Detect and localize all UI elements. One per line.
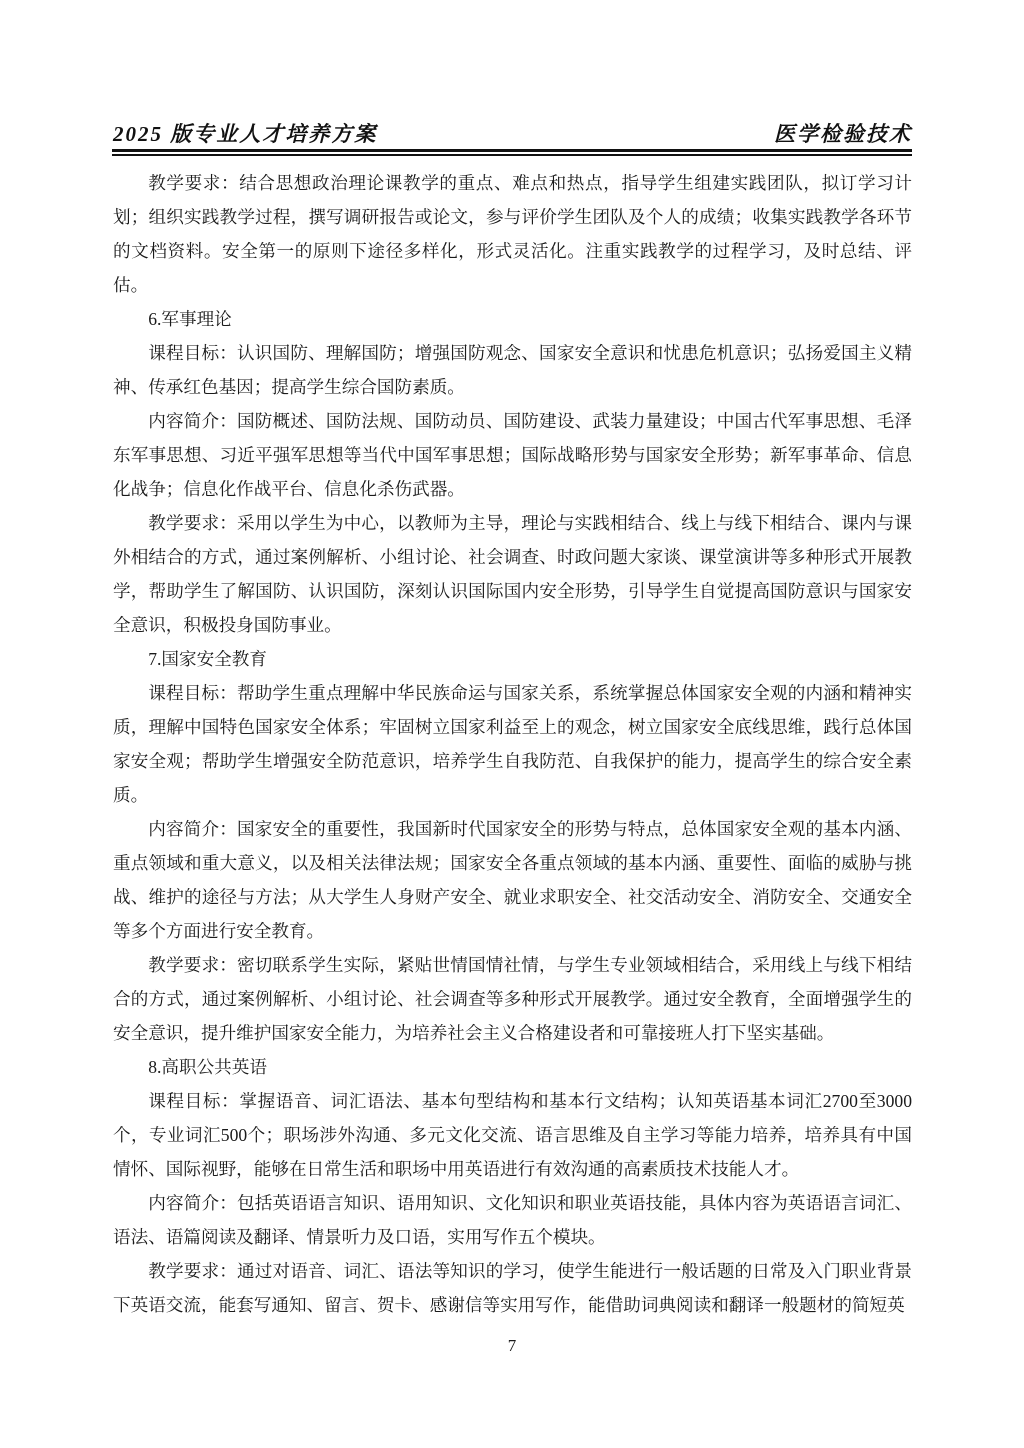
paragraph-teaching-requirements-security: 教学要求：密切联系学生实际，紧贴世情国情社情，与学生专业领域相结合，采用线上与线下相结合的方式，通过案例解析、小组讨论、社会调查等多种形式开展教学。通过安全教育，全面增强学生的安全意识，提升维护国家安全能力，为培养社会主义合格建设者和可靠接班人打下坚实基础。 bbox=[113, 955, 912, 1043]
section-heading-military-theory: 6.军事理论 bbox=[148, 309, 232, 329]
paragraph-teaching-requirements-english: 教学要求：通过对语音、词汇、语法等知识的学习，使学生能进行一般话题的日常及入门职业背景下英语交流，能套写通知、留言、贺卡、感谢信等实用写作，能借助词典阅读和翻译一般题材的简短英 bbox=[113, 1261, 912, 1315]
paragraph-content-intro-english: 内容简介：包括英语语言知识、语用知识、文化知识和职业英语技能，具体内容为英语语言词汇、语法、语篇阅读及翻译、情景听力及口语，实用写作五个模块。 bbox=[113, 1193, 912, 1247]
paragraph-content-intro-military: 内容简介：国防概述、国防法规、国防动员、国防建设、武装力量建设；中国古代军事思想、毛泽东军事思想、习近平强军思想等当代中国军事思想；国际战略形势与国家安全形势；新军事革命、信息化战争；信息化作战平台、信息化杀伤武器。 bbox=[113, 411, 912, 499]
paragraph-teaching-requirements-ideology: 教学要求：结合思想政治理论课教学的重点、难点和热点，指导学生组建实践团队，拟订学习计划；组织实践教学过程，撰写调研报告或论文，参与评价学生团队及个人的成绩；收集实践教学各环节的文档资料。安全第一的原则下途径多样化，形式灵活化。注重实践教学的过程学习，及时总结、评估。 bbox=[113, 173, 912, 295]
paragraph-course-objectives-english: 课程目标：掌握语音、词汇语法、基本句型结构和基本行文结构；认知英语基本词汇2700至3000个，专业词汇500个；职场涉外沟通、多元文化交流、语言思维及自主学习等能力培养，培养具有中国情怀、国际视野，能够在日常生活和职场中用英语进行有效沟通的高素质技术技能人才。 bbox=[113, 1091, 912, 1179]
page-header bbox=[113, 118, 912, 148]
header-left-title: 2025 版专业人才培养方案 bbox=[113, 122, 378, 146]
paragraph-teaching-requirements-military: 教学要求：采用以学生为中心，以教师为主导，理论与实践相结合、线上与线下相结合、课内与课外相结合的方式，通过案例解析、小组讨论、社会调查、时政问题大家谈、课堂演讲等多种形式开展教学，帮助学生了解国防、认识国防，深刻认识国际国内安全形势，引导学生自觉提高国防意识与国家安全意识，积极投身国防事业。 bbox=[113, 513, 912, 635]
header-rule bbox=[112, 149, 912, 156]
document-body bbox=[113, 166, 912, 1322]
page-footer bbox=[0, 1336, 1024, 1356]
page-number: 7 bbox=[507, 1336, 517, 1355]
paragraph-course-objectives-military: 课程目标：认识国防、理解国防；增强国防观念、国家安全意识和忧患危机意识；弘扬爱国主义精神、传承红色基因；提高学生综合国防素质。 bbox=[113, 343, 912, 397]
paragraph-course-objectives-security: 课程目标：帮助学生重点理解中华民族命运与国家关系，系统掌握总体国家安全观的内涵和精神实质，理解中国特色国家安全体系；牢固树立国家利益至上的观念，树立国家安全底线思维，践行总体国家安全观；帮助学生增强安全防范意识，培养学生自我防范、自我保护的能力，提高学生的综合安全素质。 bbox=[113, 683, 912, 805]
header-right-title: 医学检验技术 bbox=[774, 122, 912, 146]
section-heading-national-security: 7.国家安全教育 bbox=[148, 649, 267, 669]
section-heading-public-english: 8.高职公共英语 bbox=[148, 1057, 267, 1077]
paragraph-content-intro-security: 内容简介：国家安全的重要性，我国新时代国家安全的形势与特点，总体国家安全观的基本内涵、重点领域和重大意义，以及相关法律法规；国家安全各重点领域的基本内涵、重要性、面临的威胁与挑战、维护的途径与方法；从大学生人身财产安全、就业求职安全、社交活动安全、消防安全、交通安全等多个方面进行安全教育。 bbox=[113, 819, 912, 941]
